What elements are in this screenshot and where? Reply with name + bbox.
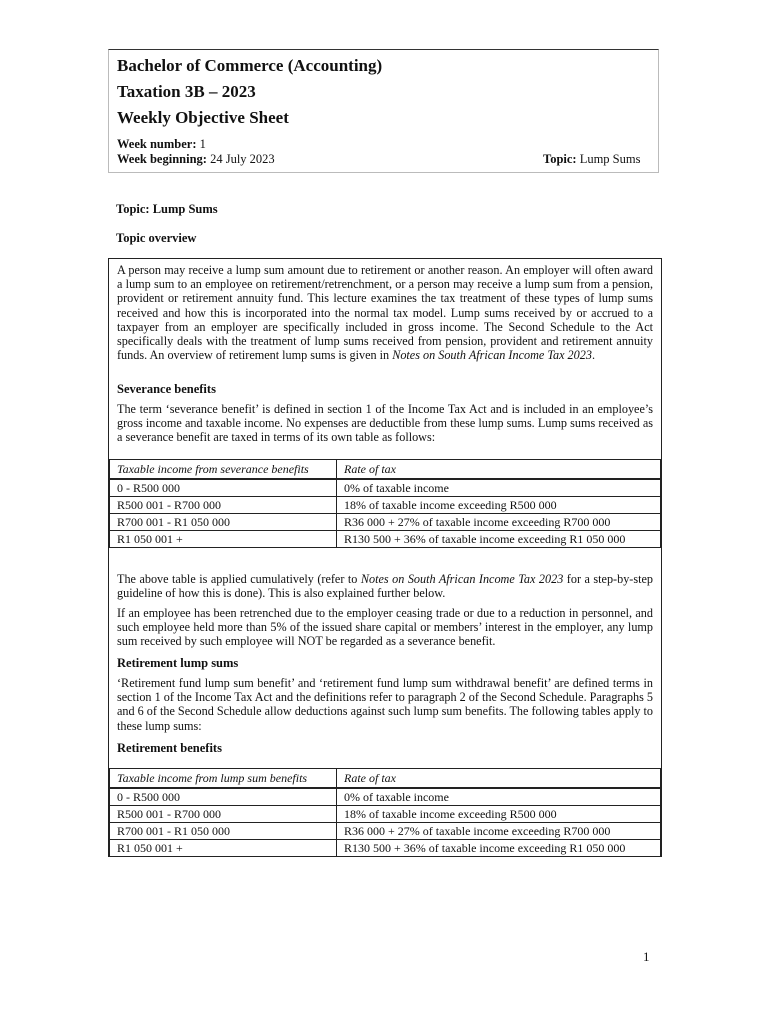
table-row [110, 840, 661, 857]
week-number-value: 1 [199, 137, 206, 151]
cumulative-paragraph [117, 572, 653, 600]
retirement-lump-sums-paragraph: ‘Retirement fund lump sum benefit’ and ‘retirement fund lump sum withdrawal benefit’ are defined terms in section 1 of the Income Tax Act and the definitions refer to paragraph 2 of the Second Schedule. Paragraphs 5 and 6 of the Second Schedule allow deductions against such lump sum benefits. The following tables apply to these lump sums: [117, 676, 653, 733]
degree-title: Bachelor of Commerce (Accounting) [117, 56, 383, 75]
column-header: Rate of tax [337, 460, 661, 480]
table-row [110, 823, 661, 840]
header-topic [543, 152, 640, 167]
cumulative-text-after: for a step-by-step guideline of how this is done). This is also explained further below. [117, 572, 653, 601]
table-row [110, 788, 661, 806]
table-cell: R1 050 001 + [110, 531, 337, 548]
table-header-row [110, 460, 661, 480]
overview-text: A person may receive a lump sum amount due to retirement or another reason. An employer will often award a lump sum to an employee on retirement/retrenchment, or a person may receive a lump sum from a pension, provident or retirement annuity fund. This lecture examines the tax treatment of these types of lump sums received and how this is incorporated into the normal tax model. Lump sums received by or accrued to a taxpayer from an employer are specifically included in gross income. The Second Schedule to the Act specifically deals with the treatment of lump sums received from pension, provident and retirement annuity funds. An overview of retirement lump sums is given in [117, 263, 653, 363]
overview-paragraph: A person may receive a lump sum amount due to retirement or another reason. An employer will often award a lump sum to an employee on retirement/retrenchment, or a person may receive a lump sum from a pension, provident or retirement annuity fund. This lecture examines the tax treatment of these types of lump sums received and how this is incorporated into the normal tax model. Lump sums received by or accrued to a taxpayer from an employer are specifically included in gross income. The Second Schedule to the Act specifically deals with the treatment of lump sums received from pension, provident and retirement annuity funds. An overview of retirement lump sums is given in Notes on South African Income Tax 2023. [117, 263, 653, 363]
severance-table [109, 459, 661, 548]
table-cell: R1 050 001 + [110, 840, 337, 857]
header-topic-value: Lump Sums [579, 152, 641, 166]
week-beginning-value: 24 July 2023 [210, 152, 275, 166]
topic-line: Topic: Lump Sums [116, 202, 218, 216]
table-cell: 0% of taxable income [337, 788, 661, 806]
retirement-benefits-heading: Retirement benefits [117, 741, 222, 755]
table-cell: R700 001 - R1 050 000 [110, 514, 337, 531]
severance-paragraph: The term ‘severance benefit’ is defined in section 1 of the Income Tax Act and is included in an employee’s gross income and taxable income. No expenses are deductible from these lump sums. Lump sums received as a severance benefit are taxed in terms of its own table as follows: [117, 402, 653, 445]
table-row [110, 531, 661, 548]
table-row [110, 479, 661, 497]
table-cell: 18% of taxable income exceeding R500 000 [337, 806, 661, 823]
table-cell: R36 000 + 27% of taxable income exceeding R700 000 [337, 823, 661, 840]
table-cell: 0% of taxable income [337, 479, 661, 497]
table-cell: R130 500 + 36% of taxable income exceeding R1 050 000 [337, 840, 661, 857]
table-cell: 18% of taxable income exceeding R500 000 [337, 497, 661, 514]
cumulative-text-before: The above table is applied cumulatively (refer to [117, 572, 361, 586]
table-header-row [110, 769, 661, 789]
table-cell: 0 - R500 000 [110, 479, 337, 497]
topic-overview-box [108, 258, 662, 857]
week-beginning-line [117, 152, 658, 167]
table-row [110, 806, 661, 823]
retirement-lump-sums-heading: Retirement lump sums [117, 656, 239, 670]
topic-overview-heading: Topic overview [116, 231, 197, 245]
page-number: 1 [643, 949, 650, 964]
week-beginning-label: Week beginning: [117, 152, 207, 166]
sheet-title: Weekly Objective Sheet [117, 108, 289, 127]
course-title: Taxation 3B – 2023 [117, 82, 256, 101]
table-cell: R130 500 + 36% of taxable income exceeding R1 050 000 [337, 531, 661, 548]
column-header: Taxable income from lump sum benefits [110, 769, 337, 789]
column-header: Rate of tax [337, 769, 661, 789]
week-number-line [117, 137, 658, 152]
week-number-label: Week number: [117, 137, 197, 151]
header-topic-label: Topic: [543, 152, 577, 166]
retrenchment-paragraph: If an employee has been retrenched due to the employer ceasing trade or due to a reduction in personnel, and such employee held more than 5% of the issued share capital or members’ interest in the employer, any lump sum received by such employee will NOT be regarded as a severance benefit. [117, 606, 653, 649]
document-header [108, 49, 659, 173]
cumulative-reference: Notes on South African Income Tax 2023 [360, 572, 564, 586]
table-cell: R500 001 - R700 000 [110, 497, 337, 514]
table-row [110, 497, 661, 514]
severance-heading: Severance benefits [117, 382, 216, 396]
overview-reference: Notes on South African Income Tax 2023 [392, 348, 592, 363]
table-cell: R36 000 + 27% of taxable income exceeding R700 000 [337, 514, 661, 531]
table-cell: R700 001 - R1 050 000 [110, 823, 337, 840]
column-header: Taxable income from severance benefits [110, 460, 337, 480]
table-cell: R500 001 - R700 000 [110, 806, 337, 823]
table-row [110, 514, 661, 531]
retirement-benefits-table [109, 768, 661, 857]
table-cell: 0 - R500 000 [110, 788, 337, 806]
